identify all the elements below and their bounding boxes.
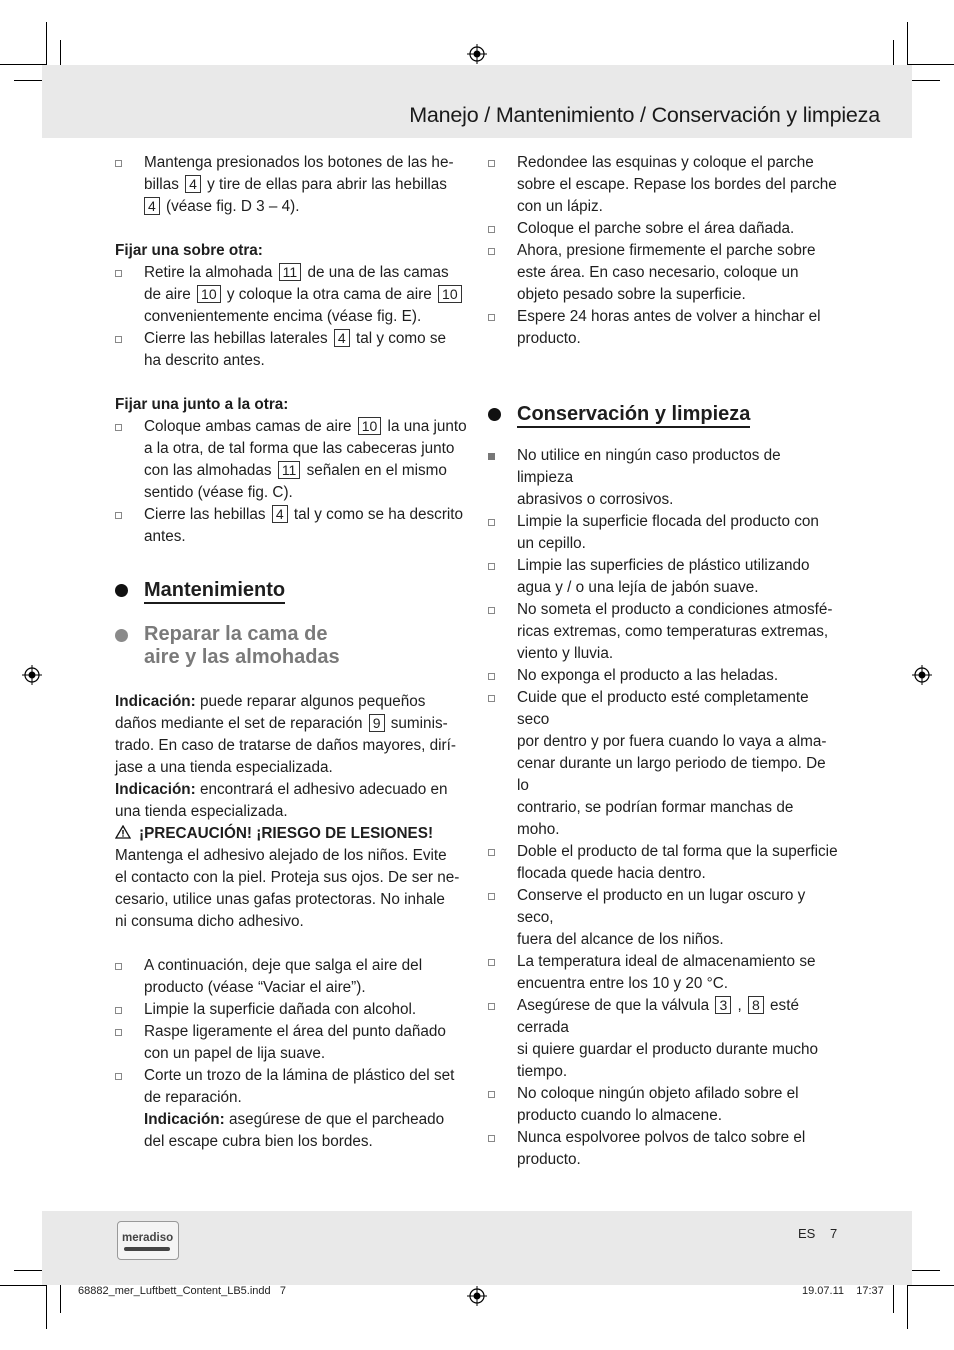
list-item: Limpie las superficies de plástico utilizando agua y / o una lejía de jabón suave. — [488, 555, 840, 599]
brand-logo: meradiso — [117, 1221, 179, 1260]
logo-swoosh-icon — [124, 1247, 170, 1251]
list-item: No exponga el producto a las heladas. — [488, 665, 840, 687]
list-item: Cierre las hebillas 4 tal y como se ha descrito antes. — [115, 504, 467, 548]
registration-mark-icon — [467, 1286, 487, 1306]
list-item: Ahora, presione firmemente el parche sobre este área. En caso necesario, coloque un objeto pesado sobre la superficie. — [488, 240, 840, 306]
section-heading-mantenimiento: Mantenimiento — [115, 578, 285, 602]
bullet-dot-icon — [488, 408, 501, 421]
page-number: 7 — [830, 1226, 838, 1241]
section-heading-conservacion: Conservación y limpieza — [488, 402, 750, 426]
list-item: Redondee las esquinas y coloque el parche sobre el escape. Repase los bordes del parche con un lápiz. — [488, 152, 840, 218]
registration-mark-icon — [467, 44, 487, 64]
slug-filename: 68882_mer_Luftbett_Content_LB5.indd 7 — [78, 1285, 286, 1297]
list-item: Doble el producto de tal forma que la superficie flocada quede hacia dentro. — [488, 841, 840, 885]
warning-icon — [115, 825, 131, 839]
list-item: Coloque ambas camas de aire 10 la una junto a la otra, de tal forma que las cabeceras junto con las almohadas 11 señalen en el mismo sentido (véase fig. C). — [115, 416, 467, 504]
list-item: Nunca espolvoree polvos de talco sobre el producto. — [488, 1127, 840, 1171]
list-item: Limpie la superficie flocada del producto con un cepillo. — [488, 511, 840, 555]
page-title: Manejo / Mantenimiento / Conservación y limpieza — [409, 103, 880, 127]
note-paragraph: Indicación: encontrará el adhesivo adecuado en una tienda especializada. — [115, 781, 448, 820]
registration-mark-icon — [912, 665, 932, 685]
list-item: Espere 24 horas antes de volver a hinchar el producto. — [488, 306, 840, 350]
list-item: No coloque ningún objeto afilado sobre el producto cuando lo almacene. — [488, 1083, 840, 1127]
list-item: A continuación, deje que salga el aire del producto (véase “Vaciar el aire”). — [115, 955, 467, 999]
list-item: Asegúrese de que la válvula 3 , 8 esté cerrada si quiere guardar el producto durante mucho tiempo. — [488, 995, 840, 1083]
warning-heading: ¡PRECAUCIÓN! ¡RIESGO DE LESIONES! — [115, 823, 467, 845]
list-item: Mantenga presionados los botones de las he- billas 4 y tire de ellas para abrir las hebillas 4 (véase fig. D 3 – 4). — [115, 152, 467, 218]
list-item: Conserve el producto en un lugar oscuro y seco, fuera del alcance de los niños. — [488, 885, 840, 951]
warning-text: Mantenga el adhesivo alejado de los niños. Evite el contacto con la piel. Proteja sus ojos. De ser ne- cesario, utilice unas gafas protectoras. No inhale ni consuma dicho adhesivo. — [115, 847, 460, 930]
list-item: La temperatura ideal de almacenamiento se encuentra entre los 10 y 20 °C. — [488, 951, 840, 995]
left-column — [115, 152, 467, 1153]
list-item: Cuide que el producto esté completamente seco por dentro y por fuera cuando lo vaya a alma- cenar durante un largo periodo de tiempo. De lo contrario, se podrían formar manchas de moho. — [488, 687, 840, 841]
list-item: Raspe ligeramente el área del punto dañado con un papel de lija suave. — [115, 1021, 467, 1065]
bullet-dot-icon — [115, 584, 128, 597]
bullet-dot-icon — [115, 629, 128, 642]
list-item: Retire la almohada 11 de una de las camas de aire 10 y coloque la otra cama de aire 10 convenientemente encima (véase fig. E). — [115, 262, 467, 328]
subheading: Fijar una sobre otra: — [115, 242, 263, 259]
list-item: Limpie la superficie dañada con alcohol. — [115, 999, 467, 1021]
list-item: Coloque el parche sobre el área dañada. — [488, 218, 840, 240]
subheading: Fijar una junto a la otra: — [115, 396, 289, 413]
list-item: No someta el producto a condiciones atmosfé- ricas extremas, como temperaturas extremas, viento y lluvia. — [488, 599, 840, 665]
list-item: Cierre las hebillas laterales 4 tal y como se ha descrito antes. — [115, 328, 467, 372]
note-paragraph: Indicación: puede reparar algunos pequeños daños mediante el set de reparación 9 suminis- trado. En caso de tratarse de daños mayores, dirí- jase a una tienda especializada. — [115, 693, 456, 776]
slug-date: 19.07.11 17:37 — [802, 1285, 884, 1297]
list-item: Corte un trozo de la lámina de plástico del set de reparación. Indicación: asegúrese de que el parcheado del escape cubra bien los bordes. — [115, 1065, 467, 1153]
language-code: ES — [798, 1226, 816, 1241]
right-column — [488, 152, 840, 1171]
subsection-heading-repair: Reparar la cama de aire y las almohadas — [115, 623, 467, 669]
list-item: No utilice en ningún caso productos de limpieza abrasivos o corrosivos. — [488, 445, 840, 511]
registration-mark-icon — [22, 665, 42, 685]
